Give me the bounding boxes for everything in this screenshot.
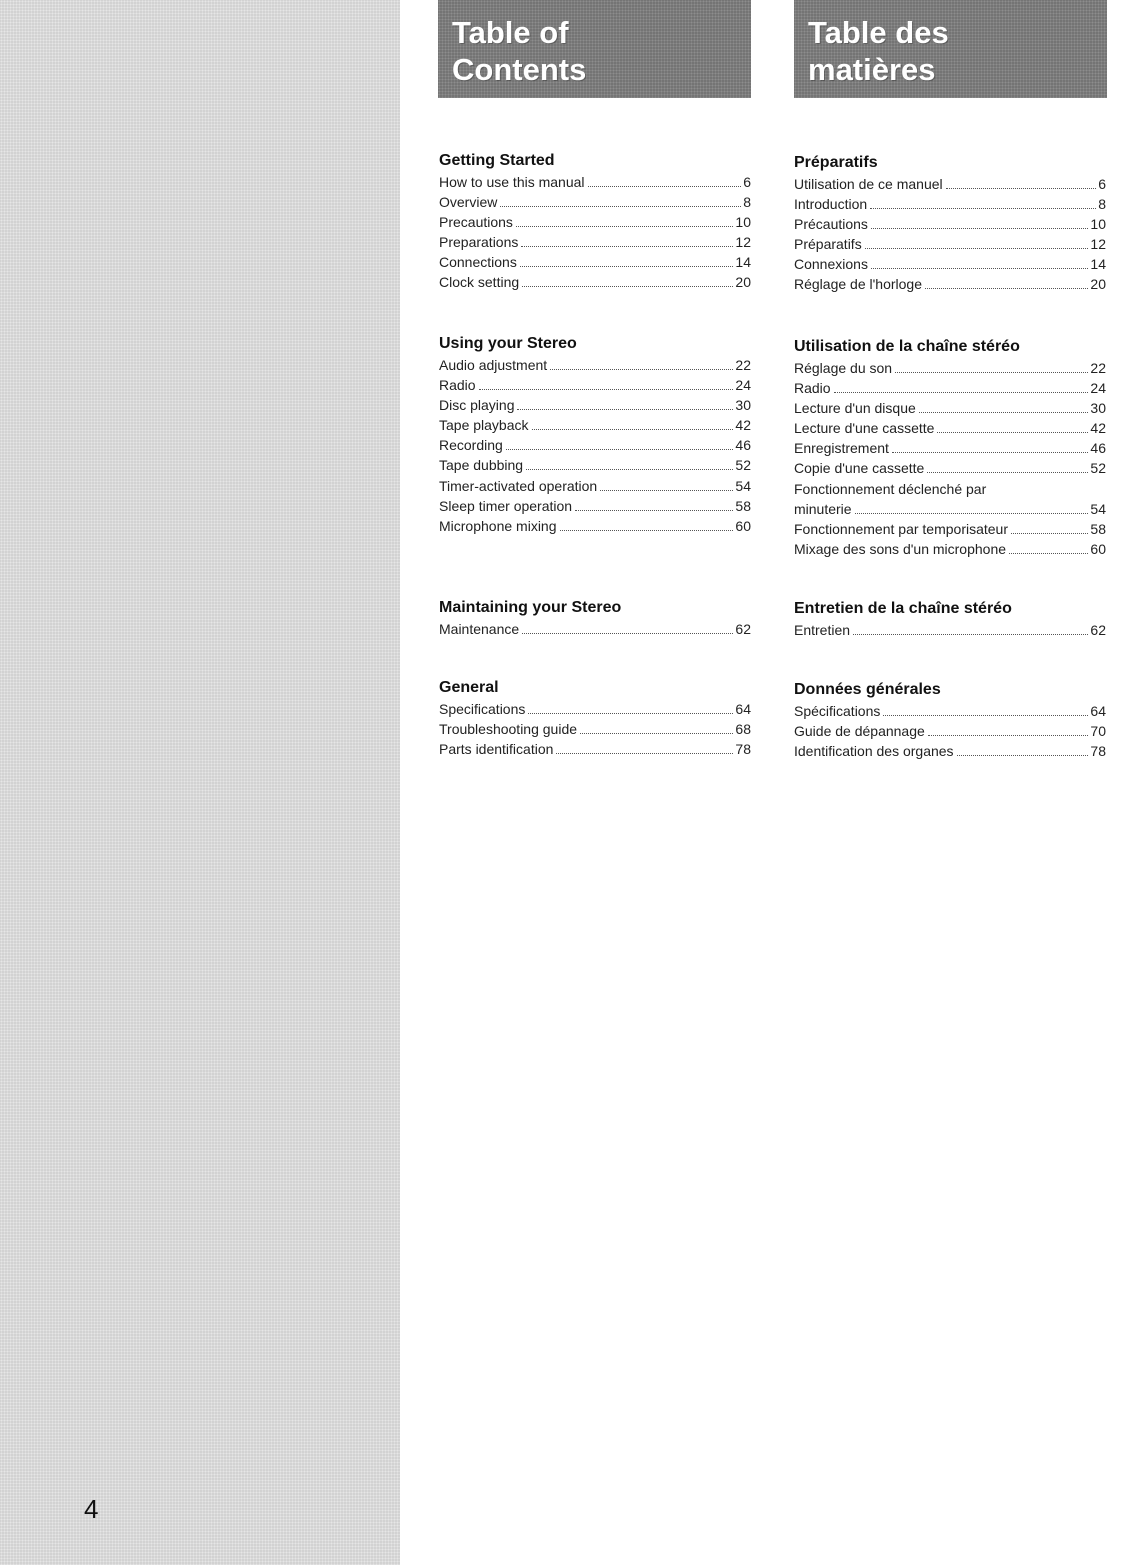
section-title: Getting Started [439, 152, 555, 169]
toc-entry-label: Precautions [439, 214, 513, 231]
dot-leader [575, 510, 733, 511]
dot-leader [580, 733, 733, 734]
toc-entry-page: 64 [735, 701, 751, 717]
toc-entry [439, 172, 751, 192]
toc-entry [794, 174, 1106, 194]
toc-entry [439, 619, 751, 639]
toc-entry-label: How to use this manual [439, 174, 585, 190]
toc-entry-page: 24 [735, 377, 751, 394]
toc-entry-label: Overview [439, 194, 498, 211]
toc-entry-label: Introduction [794, 196, 868, 213]
dot-leader [588, 186, 742, 187]
toc-entry [794, 458, 1106, 478]
dot-leader [871, 268, 1088, 269]
section-using-your-stereo [439, 333, 751, 536]
toc-entry-label: Tape playback [439, 417, 529, 434]
toc-entry [794, 418, 1106, 438]
toc-entry [794, 519, 1106, 539]
toc-entry-label: Entretien [794, 622, 851, 638]
toc-entry-label: Maintenance [439, 621, 520, 637]
dot-leader [927, 472, 1088, 473]
dot-leader [526, 469, 733, 470]
toc-entry-label: Spécifications [794, 703, 881, 719]
section-title: Données générales [794, 681, 941, 698]
toc-entry-label: Clock setting [439, 274, 520, 291]
toc-entry-label: Troubleshooting guide [439, 721, 578, 738]
section-general [439, 677, 751, 759]
section-donnees-generales [794, 679, 1106, 761]
dot-leader [522, 286, 733, 287]
dot-leader [521, 246, 733, 247]
toc-header-english [438, 0, 751, 98]
toc-entry-label: Précautions [794, 216, 868, 233]
toc-entry [439, 699, 751, 719]
toc-entry [439, 476, 751, 496]
section-title: General [439, 679, 499, 696]
toc-entry [439, 719, 751, 739]
toc-entry-page: 58 [1090, 520, 1106, 537]
toc-entry [439, 192, 751, 212]
toc-entry [439, 252, 751, 272]
toc-entry-label: Connexions [794, 256, 868, 273]
toc-entry-label: Tape dubbing [439, 457, 524, 474]
dot-leader [892, 452, 1088, 453]
toc-entry-label: Microphone mixing [439, 517, 557, 534]
dot-leader [865, 248, 1089, 249]
dot-leader [928, 735, 1089, 736]
toc-entry-label: Enregistrement [794, 440, 889, 457]
toc-entry [439, 415, 751, 435]
section-maintaining [439, 597, 751, 639]
toc-entry [439, 395, 751, 415]
toc-entry-label: Timer-activated operation [439, 477, 598, 494]
dot-leader [516, 226, 733, 227]
toc-entry-page: 42 [1090, 420, 1106, 437]
dot-leader [957, 755, 1089, 756]
toc-entry [794, 358, 1106, 378]
toc-entry-label: Connections [439, 254, 517, 271]
toc-entry-label: Réglage de l'horloge [794, 276, 922, 293]
dot-leader [479, 389, 734, 390]
toc-entry-page: 8 [743, 194, 751, 211]
section-title: Entretien de la chaîne stéréo [794, 600, 1012, 617]
toc-entry-page: 46 [1090, 440, 1106, 457]
toc-entry-label: Audio adjustment [439, 357, 548, 373]
header-title-line2: Contents [452, 52, 587, 87]
toc-entry-label: Preparations [439, 234, 519, 251]
dot-leader [600, 490, 733, 491]
toc-entry-label: Specifications [439, 701, 526, 717]
toc-entry [439, 435, 751, 455]
toc-entry-page: 58 [735, 497, 751, 514]
toc-entry-label: Utilisation de ce manuel [794, 176, 943, 192]
section-entretien [794, 598, 1106, 640]
dot-leader [500, 206, 741, 207]
toc-entry-page: 8 [1098, 196, 1106, 213]
toc-entry-page: 14 [1090, 256, 1106, 273]
toc-entry-label: Réglage du son [794, 360, 893, 376]
toc-entry-label-line1: Fonctionnement déclenché par [794, 480, 987, 497]
toc-entry-page: 70 [1090, 723, 1106, 740]
toc-entry [794, 701, 1106, 721]
dot-leader [946, 188, 1097, 189]
dot-leader [937, 432, 1088, 433]
toc-entry-label: Sleep timer operation [439, 497, 573, 514]
toc-entry-label: Parts identification [439, 741, 554, 758]
toc-entry [439, 272, 751, 292]
toc-entry-label: Identification des organes [794, 743, 954, 760]
toc-entry [439, 212, 751, 232]
toc-entry-page: 52 [1090, 460, 1106, 477]
toc-entry-label: Préparatifs [794, 236, 862, 253]
dot-leader [532, 429, 734, 430]
header-title-line1: Table of [452, 15, 569, 50]
toc-entry-label-line2: minuterie [794, 500, 852, 517]
header-title-line2: matières [808, 52, 936, 87]
toc-entry-page: 52 [735, 457, 751, 474]
toc-entry [439, 739, 751, 759]
dot-leader [550, 369, 733, 370]
toc-entry-page: 6 [1098, 176, 1106, 192]
header-title-line1: Table des [808, 15, 949, 50]
section-preparatifs [794, 152, 1106, 295]
toc-entry-page: 20 [1090, 276, 1106, 293]
toc-entry-label: Recording [439, 437, 503, 454]
toc-entry [794, 741, 1106, 761]
toc-entry-page: 6 [743, 174, 751, 190]
dot-leader [895, 372, 1088, 373]
toc-entry [794, 620, 1106, 640]
toc-entry-page: 78 [735, 741, 751, 758]
toc-entry-label: Guide de dépannage [794, 723, 925, 740]
toc-entry-page: 12 [1090, 236, 1106, 253]
dot-leader [1011, 533, 1088, 534]
toc-entry [439, 516, 751, 536]
toc-entry [794, 539, 1106, 559]
dot-leader [925, 288, 1088, 289]
toc-entry-label: Lecture d'une cassette [794, 420, 935, 437]
dot-leader [506, 449, 734, 450]
section-title: Préparatifs [794, 154, 878, 171]
toc-entry [794, 274, 1106, 294]
toc-entry-label: Mixage des sons d'un microphone [794, 540, 1007, 557]
toc-entry-page: 30 [735, 397, 751, 414]
section-title: Utilisation de la chaîne stéréo [794, 338, 1020, 355]
dot-leader [556, 753, 733, 754]
page-number: 4 [84, 1494, 99, 1524]
toc-entry [794, 234, 1106, 254]
dot-leader [520, 266, 734, 267]
toc-entry [794, 194, 1106, 214]
dot-leader [870, 208, 1096, 209]
toc-entry [439, 355, 751, 375]
section-title: Using your Stereo [439, 335, 577, 352]
toc-entry [439, 455, 751, 475]
toc-entry-page: 78 [1090, 743, 1106, 760]
toc-entry-page: 62 [735, 621, 751, 637]
dot-leader [871, 228, 1088, 229]
toc-entry-page: 20 [735, 274, 751, 291]
toc-entry [794, 438, 1106, 458]
toc-entry-page: 12 [735, 234, 751, 251]
toc-entry [794, 378, 1106, 398]
section-utilisation [794, 336, 1106, 559]
toc-entry-page: 14 [735, 254, 751, 271]
section-title: Maintaining your Stereo [439, 599, 622, 616]
toc-entry-label: Radio [439, 377, 476, 394]
gray-sidebar [0, 0, 400, 1565]
toc-entry [439, 375, 751, 395]
toc-entry-page: 10 [1090, 216, 1106, 233]
toc-entry [439, 232, 751, 252]
toc-entry-page: 22 [1090, 360, 1106, 376]
dot-leader [883, 715, 1088, 716]
toc-entry-page: 24 [1090, 380, 1106, 397]
toc-entry [794, 398, 1106, 418]
toc-entry-page: 10 [735, 214, 751, 231]
toc-entry [794, 479, 1106, 519]
toc-entry-page: 64 [1090, 703, 1106, 719]
toc-entry [439, 496, 751, 516]
toc-entry-page: 46 [735, 437, 751, 454]
section-getting-started [439, 150, 751, 293]
toc-entry-label: Radio [794, 380, 831, 397]
toc-entry-page: 54 [735, 477, 751, 494]
toc-entry-page: 60 [1090, 540, 1106, 557]
dot-leader [528, 713, 733, 714]
toc-entry-label: Lecture d'un disque [794, 400, 916, 417]
toc-entry-label: Fonctionnement par temporisateur [794, 520, 1008, 537]
dot-leader [919, 412, 1089, 413]
toc-entry [794, 214, 1106, 234]
toc-entry [794, 721, 1106, 741]
toc-entry-page: 22 [735, 357, 751, 373]
toc-entry-page: 42 [735, 417, 751, 434]
toc-entry-label: Disc playing [439, 397, 515, 414]
toc-entry-page: 54 [1090, 500, 1106, 517]
toc-entry-page: 60 [735, 517, 751, 534]
dot-leader [522, 633, 733, 634]
dot-leader [517, 409, 733, 410]
dot-leader [834, 392, 1089, 393]
toc-entry-page: 62 [1090, 622, 1106, 638]
toc-entry [794, 254, 1106, 274]
toc-entry-page: 30 [1090, 400, 1106, 417]
toc-entry-label: Copie d'une cassette [794, 460, 925, 477]
dot-leader [855, 513, 1089, 514]
dot-leader [560, 530, 734, 531]
dot-leader [1009, 553, 1088, 554]
toc-entry-page: 68 [735, 721, 751, 738]
dot-leader [853, 634, 1088, 635]
toc-header-french [794, 0, 1107, 98]
